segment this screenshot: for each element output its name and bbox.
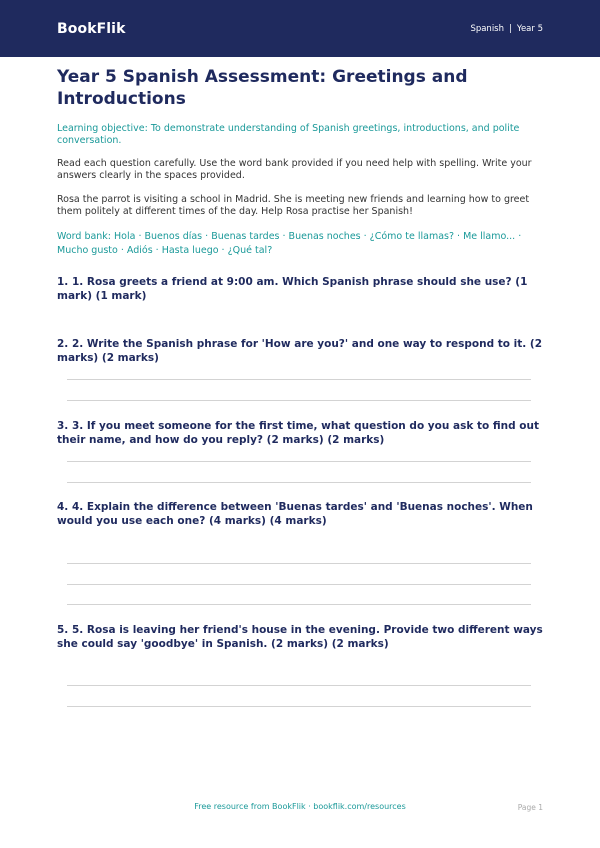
footer-credit: Free resource from BookFlik · bookflik.com/resources xyxy=(194,802,406,811)
page-header xyxy=(0,0,600,57)
answer-line-q2-1[interactable] xyxy=(67,379,531,380)
question-4: 4. 4. Explain the difference between 'Buenas tardes' and 'Buenas noches'. When would you use each one? (4 marks) (4 marks) xyxy=(57,501,533,527)
scenario-text: Rosa the parrot is visiting a school in Madrid. She is meeting new friends and learning how to greet them politely at different times of the day. Help Rosa practise her Spanish! xyxy=(57,194,530,217)
question-5: 5. 5. Rosa is leaving her friend's house in the evening. Provide two different ways she could say 'goodbye' in Spanish. (2 marks) (2 marks) xyxy=(57,624,543,650)
year-label: Year 5 xyxy=(516,23,543,34)
question-2: 2. 2. Write the Spanish phrase for 'How are you?' and one way to respond to it. (2 marks) (2 marks) xyxy=(57,338,542,364)
question-1: 1. 1. Rosa greets a friend at 9:00 am. Which Spanish phrase should she use? (1 mark) (1 mark) xyxy=(57,276,528,302)
subject-label: Spanish xyxy=(470,23,505,34)
question-3: 3. 3. If you meet someone for the first time, what question do you ask to find out their name, and how do you reply? (2 marks) (2 marks) xyxy=(57,420,540,446)
answer-line-q5-2[interactable] xyxy=(67,706,531,707)
brand-logo: BookFlik xyxy=(57,20,126,37)
subject-year-label xyxy=(470,24,543,34)
answer-line-q4-2[interactable] xyxy=(67,584,531,585)
answer-line-q5-1[interactable] xyxy=(67,685,531,686)
header-separator: | xyxy=(509,23,512,34)
answer-line-q3-1[interactable] xyxy=(67,461,531,462)
answer-line-q2-2[interactable] xyxy=(67,400,531,401)
page-number: Page 1 xyxy=(517,803,543,812)
answer-line-q3-2[interactable] xyxy=(67,482,531,483)
answer-line-q4-3[interactable] xyxy=(67,604,531,605)
intro-section xyxy=(57,66,543,257)
word-bank: Word bank: Hola · Buenos días · Buenas tardes · Buenas noches · ¿Cómo te llamas? · Me llamo... · Mucho gusto · Adiós · Hasta luego · ¿Qué tal? xyxy=(57,231,522,256)
page-title: Year 5 Spanish Assessment: Greetings and Introductions xyxy=(57,67,468,109)
answer-line-q4-1[interactable] xyxy=(67,563,531,564)
learning-objective: Learning objective: To demonstrate understanding of Spanish greetings, introductions, and polite conversation. xyxy=(57,123,520,146)
instructions-text: Read each question carefully. Use the word bank provided if you need help with spelling. Write your answers clearly in the spaces provided. xyxy=(57,158,532,181)
